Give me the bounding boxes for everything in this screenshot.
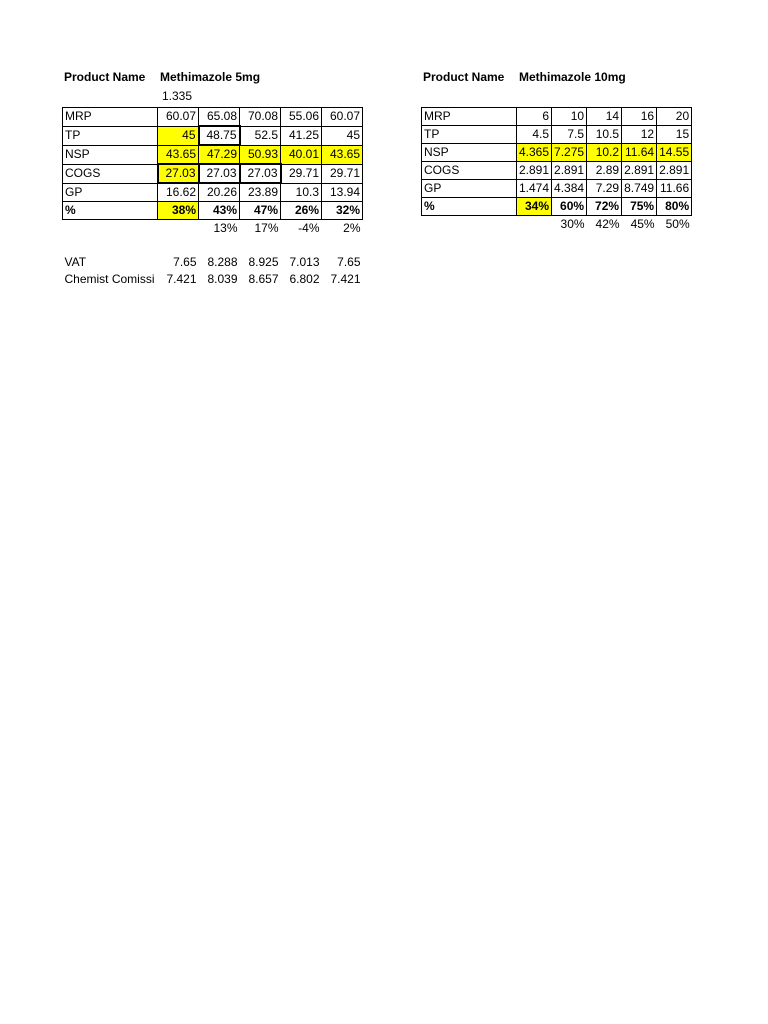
cell[interactable]: 7.65 xyxy=(173,255,197,269)
cell[interactable]: 7.5 xyxy=(552,126,587,144)
cell[interactable]: 70.08 xyxy=(240,108,281,127)
cell[interactable]: 7.65 xyxy=(337,255,361,269)
row-label-mrp[interactable]: MRP xyxy=(422,108,517,126)
row-label-tp[interactable]: TP xyxy=(422,126,517,144)
cell[interactable]: 47% xyxy=(240,202,281,220)
cell[interactable]: 10 xyxy=(552,108,587,126)
cell[interactable]: 20 xyxy=(657,108,692,126)
cell[interactable]: 50.93 xyxy=(240,145,281,164)
cell[interactable]: 23.89 xyxy=(240,183,281,202)
cell[interactable]: 2.891 xyxy=(622,162,657,180)
cell[interactable]: 4.384 xyxy=(552,180,587,198)
cell[interactable]: 40.01 xyxy=(281,145,322,164)
cell[interactable]: 29.71 xyxy=(281,164,322,183)
row-label-cogs[interactable]: COGS xyxy=(63,164,158,183)
table-row xyxy=(422,180,692,198)
table-row xyxy=(63,145,363,164)
cell[interactable]: 27.03 xyxy=(158,164,199,183)
cell[interactable]: 27.03 xyxy=(240,164,281,183)
table-row xyxy=(422,162,692,180)
left-pricing-table xyxy=(62,107,363,288)
cell[interactable]: 26% xyxy=(281,202,322,220)
cell[interactable]: 52.5 xyxy=(240,126,281,145)
cell[interactable]: 65.08 xyxy=(199,108,240,127)
cell[interactable]: 10.3 xyxy=(281,183,322,202)
cell[interactable]: 41.25 xyxy=(281,126,322,145)
cell[interactable]: 13.94 xyxy=(322,183,363,202)
table-row xyxy=(422,216,692,234)
row-label-mrp[interactable]: MRP xyxy=(63,108,158,127)
row-label-percent[interactable]: % xyxy=(422,198,517,216)
table-row xyxy=(63,271,363,288)
cell[interactable]: 60.07 xyxy=(158,108,199,127)
row-label-vat[interactable]: VAT xyxy=(64,255,87,269)
table-row xyxy=(63,237,363,254)
table-row xyxy=(422,198,692,216)
row-label-nsp[interactable]: NSP xyxy=(63,145,158,164)
cell[interactable]: 10.2 xyxy=(587,144,622,162)
cell[interactable]: 4.365 xyxy=(517,144,552,162)
right-grid xyxy=(421,107,692,233)
cell[interactable]: 4.5 xyxy=(517,126,552,144)
cell[interactable]: 20.26 xyxy=(199,183,240,202)
cell[interactable]: 2% xyxy=(343,221,361,235)
left-product-name-label: Product Name xyxy=(64,70,146,84)
table-row xyxy=(422,108,692,126)
cell[interactable]: 34% xyxy=(517,198,552,216)
table-row xyxy=(63,220,363,238)
cell[interactable]: 8.657 xyxy=(248,272,279,286)
row-label-nsp[interactable]: NSP xyxy=(422,144,517,162)
table-row xyxy=(422,144,692,162)
table-row xyxy=(422,126,692,144)
cell[interactable]: 2.891 xyxy=(657,162,692,180)
cell[interactable]: 1.474 xyxy=(517,180,552,198)
cell[interactable]: 7.013 xyxy=(289,255,320,269)
right-product-name-label: Product Name xyxy=(423,70,505,84)
cell[interactable]: 7.29 xyxy=(587,180,622,198)
cell[interactable]: 60.07 xyxy=(322,108,363,127)
cell[interactable]: 7.275 xyxy=(552,144,587,162)
cell[interactable]: 2.89 xyxy=(587,162,622,180)
cell[interactable]: 13% xyxy=(213,221,238,235)
cell[interactable]: 17% xyxy=(254,221,279,235)
cell[interactable]: 38% xyxy=(158,202,199,220)
cell[interactable]: 2.891 xyxy=(517,162,552,180)
right-pricing-table xyxy=(421,107,692,233)
left-factor: 1.335 xyxy=(162,89,193,103)
cell[interactable]: 2.891 xyxy=(552,162,587,180)
cell[interactable]: 55.06 xyxy=(281,108,322,127)
table-row xyxy=(63,164,363,183)
cell[interactable]: 47.29 xyxy=(199,145,240,164)
row-label-chemist-commission[interactable]: Chemist Comissi xyxy=(64,272,155,286)
row-label-cogs[interactable]: COGS xyxy=(422,162,517,180)
row-label-gp[interactable]: GP xyxy=(63,183,158,202)
table-row xyxy=(63,126,363,145)
cell[interactable]: 7.421 xyxy=(330,272,361,286)
cell[interactable]: 15 xyxy=(657,126,692,144)
cell[interactable]: 60% xyxy=(552,198,587,216)
cell[interactable]: 43.65 xyxy=(322,145,363,164)
cell[interactable]: 12 xyxy=(622,126,657,144)
cell[interactable]: 11.66 xyxy=(657,180,692,198)
cell[interactable]: 43% xyxy=(199,202,240,220)
table-row xyxy=(63,183,363,202)
cell[interactable]: 75% xyxy=(622,198,657,216)
cell[interactable]: 43.65 xyxy=(158,145,199,164)
cell[interactable]: 16.62 xyxy=(158,183,199,202)
cell[interactable]: 8.925 xyxy=(248,255,279,269)
cell[interactable]: 10.5 xyxy=(587,126,622,144)
table-row xyxy=(63,254,363,271)
cell[interactable]: 42% xyxy=(595,217,620,231)
cell[interactable]: 80% xyxy=(657,198,692,216)
row-label-gp[interactable]: GP xyxy=(422,180,517,198)
cell[interactable]: 72% xyxy=(587,198,622,216)
cell[interactable]: 48.75 xyxy=(199,126,240,145)
table-row xyxy=(63,202,363,220)
left-product-name-value: Methimazole 5mg xyxy=(160,70,261,84)
cell[interactable]: 29.71 xyxy=(322,164,363,183)
cell[interactable]: 14.55 xyxy=(657,144,692,162)
cell[interactable]: 16 xyxy=(622,108,657,126)
cell[interactable]: 6.802 xyxy=(289,272,320,286)
cell[interactable]: 6 xyxy=(517,108,552,126)
cell[interactable]: 45% xyxy=(630,217,655,231)
cell[interactable]: 7.421 xyxy=(166,272,197,286)
cell[interactable]: 14 xyxy=(587,108,622,126)
cell[interactable]: 8.749 xyxy=(622,180,657,198)
row-label-percent[interactable]: % xyxy=(63,202,158,220)
cell[interactable]: 45 xyxy=(322,126,363,145)
cell[interactable]: 8.039 xyxy=(207,272,238,286)
left-grid xyxy=(62,107,363,288)
cell[interactable]: 50% xyxy=(665,217,690,231)
cell[interactable]: 30% xyxy=(560,217,585,231)
table-row xyxy=(63,108,363,127)
right-product-name-value: Methimazole 10mg xyxy=(519,70,626,84)
cell[interactable]: 11.64 xyxy=(622,144,657,162)
cell[interactable]: 45 xyxy=(158,126,199,145)
cell[interactable]: -4% xyxy=(298,221,320,235)
cell[interactable]: 8.288 xyxy=(207,255,238,269)
cell[interactable]: 27.03 xyxy=(199,164,240,183)
row-label-tp[interactable]: TP xyxy=(63,126,158,145)
cell[interactable]: 32% xyxy=(322,202,363,220)
